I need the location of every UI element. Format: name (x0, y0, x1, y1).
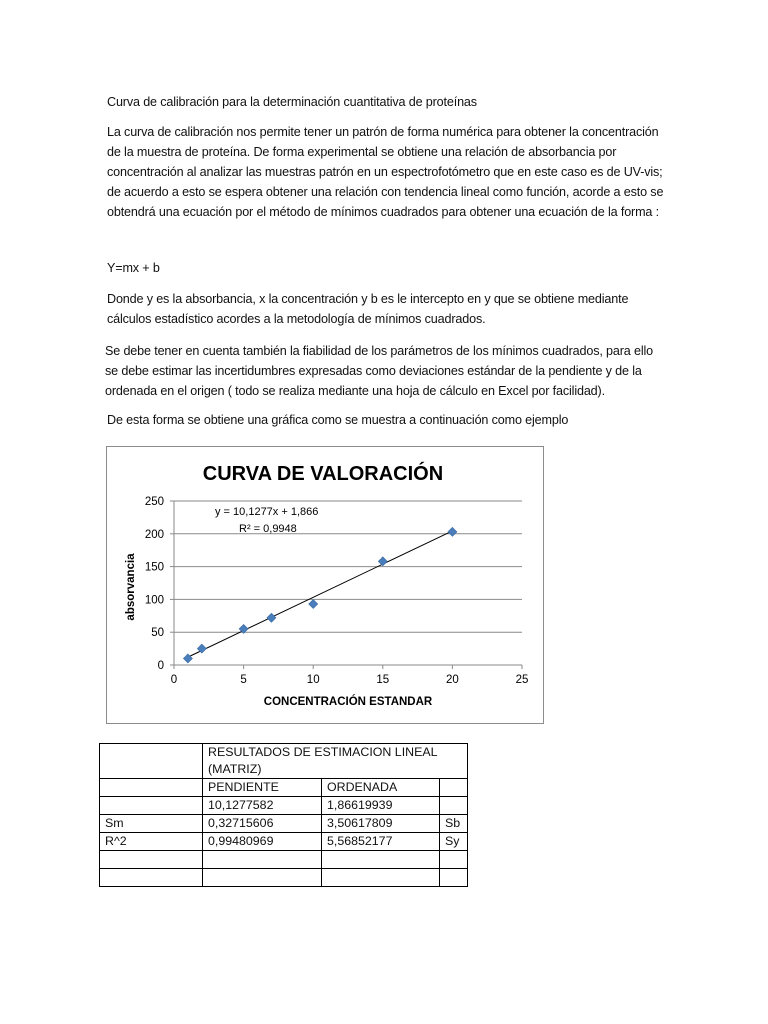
table-cell (440, 869, 468, 887)
table-row (100, 797, 468, 815)
chart-title: CURVA DE VALORACIÓN (202, 463, 444, 485)
intercept-std-value: 3,50617809 (322, 815, 440, 833)
table-cell (100, 851, 203, 869)
trend-equation: y = 10,1277x + 1,866 (215, 506, 319, 518)
data-point (448, 527, 457, 536)
x-tick-label: 5 (240, 674, 247, 686)
table-row (100, 851, 468, 869)
data-point (378, 557, 387, 566)
y-tick-label: 200 (144, 528, 164, 541)
x-tick-label: 20 (446, 674, 459, 686)
row-label (100, 797, 203, 815)
trendline (188, 531, 452, 657)
table-cell (203, 869, 322, 887)
y-tick-label: 0 (157, 660, 164, 672)
table-cell (203, 851, 322, 869)
table-cell (322, 851, 440, 869)
example-paragraph: De esta forma se obtiene una gráfica como se muestra a continuación como ejemplo (107, 413, 569, 427)
table-cell (100, 779, 203, 797)
x-axis-label: CONCENTRACIÓN ESTANDAR (263, 696, 433, 708)
intro-paragraph: La curva de calibración nos permite tener un patrón de forma numérica para obtener la concentración de la muestra de proteína. De forma experimental se obtiene una relación de absorbancia por concentración al analizar las muestras patrón en un espectrofotómetro que en este caso es de UV-vis; de acuerdo a esto se espera obtener una relación con tendencia lineal como función, acorde a esto se obtendrá una ecuación por el método de mínimos cuadrados para obtener una ecuación de la forma : (107, 125, 664, 219)
row-right-label (440, 797, 468, 815)
results-table (99, 743, 468, 887)
calibration-chart (106, 446, 544, 724)
table-cell (440, 779, 468, 797)
r-squared: R² = 0,9948 (239, 523, 297, 535)
table-row (100, 815, 468, 833)
formula-line: Y=mx + b (107, 261, 160, 275)
table-cell (322, 869, 440, 887)
row-right-label: Sy (440, 833, 468, 851)
y-tick-label: 150 (144, 561, 164, 574)
x-tick-label: 0 (170, 674, 178, 686)
definition-paragraph: Donde y es la absorbancia, x la concentración y b es le intercepto en y que se obtiene mediante cálculos estadístico acordes a la metodología de mínimos cuadrados. (107, 292, 629, 326)
r2-value: 0,99480969 (203, 833, 322, 851)
document-title: Curva de calibración para la determinación cuantitativa de proteínas (107, 95, 477, 109)
y-axis-label: absorvancia (125, 553, 137, 621)
slope-value: 10,1277582 (203, 797, 322, 815)
table-row (100, 779, 468, 797)
table-row (100, 833, 468, 851)
data-point (267, 613, 276, 622)
y-tick-label: 250 (144, 496, 164, 508)
row-label: R^2 (100, 833, 203, 851)
uncertainty-paragraph: Se debe tener en cuenta también la fiabilidad de los parámetros de los mínimos cuadrados, para ello se debe estimar las incertidumbres expresadas como deviaciones estándar de la pendiente y de la ordenada en el origen ( todo se realiza mediante una hoja de cálculo en Excel por facilidad). (105, 344, 654, 398)
row-right-label: Sb (440, 815, 468, 833)
table-header: RESULTADOS DE ESTIMACION LINEAL (MATRIZ) (203, 744, 468, 779)
y-tick-label: 50 (151, 627, 164, 640)
table-cell (100, 744, 203, 779)
table-row (100, 869, 468, 887)
intercept-value: 1,86619939 (322, 797, 440, 815)
sy-value: 5,56852177 (322, 833, 440, 851)
x-tick-label: 15 (376, 674, 390, 686)
col-ordenada: ORDENADA (322, 779, 440, 797)
row-label: Sm (100, 815, 203, 833)
table-cell (100, 869, 203, 887)
chart-svg (107, 447, 545, 725)
y-tick-label: 100 (144, 594, 164, 607)
table-cell (440, 851, 468, 869)
data-point (309, 599, 318, 608)
x-tick-label: 25 (515, 674, 529, 686)
x-tick-label: 10 (306, 674, 320, 686)
slope-std-value: 0,32715606 (203, 815, 322, 833)
col-pendiente: PENDIENTE (203, 779, 322, 797)
